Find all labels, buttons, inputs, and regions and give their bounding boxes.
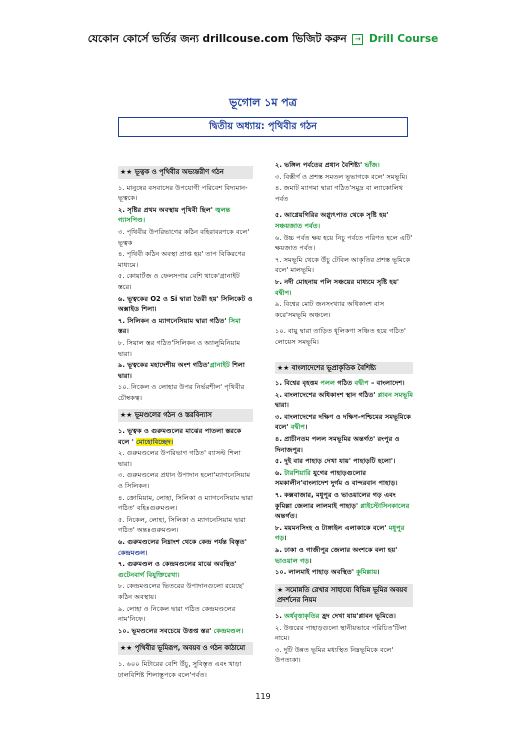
section-heading: ★★ ভূত্বক ও পৃথিবীর অভ্যন্তরীণ গঠন xyxy=(118,166,253,179)
list-item: ৮. নদী মোহনায় পলি সঞ্চয়ের মাধ্যমে সৃষ্টি হয়' বদ্বীপ। xyxy=(275,277,399,297)
list-item: ৫. আগ্নেয়গিরির অগ্ন্যুৎপাত থেকে সৃষ্টি হয়' সঞ্চয়জাত পর্বত। xyxy=(275,211,389,230)
list-item: ৭. সমভূমি থেকে উঁচু টেবিল আকৃতির প্রশস্ত ভূমিকে বলে' মালভূমি। xyxy=(275,255,411,275)
list-item: ৬. উচ্চ পর্বত ক্ষয় হয়ে নিচু পর্বতে পরিণত হলে এটি' ক্ষয়জাত পর্বত। xyxy=(275,233,413,253)
list-item: ৯. ভূত্বকের মহাদেশীয় অংশ গঠিত'গ্রানাইট শিলা দ্বারা। xyxy=(118,361,245,380)
left-column xyxy=(118,160,253,681)
list-item: ৯. বিশ্বের মোট জনসংখ্যার অধিকাংশ বাস করে'সমভূমি অঞ্চলে। xyxy=(275,300,385,319)
list-item: ৭. সিলিকন ও ম্যাগনেসিয়াম দ্বারা গঠিত' সিমা স্তর। xyxy=(118,316,241,336)
list-item: ১০. লালমাই পাহাড় অবস্থিত' কুমিল্লায়। xyxy=(275,568,380,577)
list-item: ৭. কক্সবাজার, মধুপুর ও ভাওয়ালের গড় এবং কুমিল্লা জেলার লালমাই পাহাড়' প্লাইস্টোসিনকালের অন্তর্গত। xyxy=(275,491,410,521)
page-number: 119 xyxy=(255,692,271,701)
list-item: ৪. ক্রোমিয়াম, লোহা, সিলিকা ও ম্যাগনেসিয়াম দ্বারা গঠিত' বহিঃগুরুমণ্ডল। xyxy=(118,493,253,513)
list-item: ৪. পৃথিবী কঠিন অবস্থা প্রাপ্ত হয়' তাপ বিকিরণের মাধ্যমে। xyxy=(118,250,246,269)
list-item: ২. উত্তরের পাহাড়গুলো স্থানীয়ভাবে পরিচিত'টিলা নামে। xyxy=(275,623,407,643)
list-item: ৪. জমাট ম্যাগমা দ্বারা গঠিত'সমুদ্র বা ল্যাকোলিথ পর্বত xyxy=(275,184,404,203)
list-item: ৩. পৃথিবীর উপরিভাগের কঠিন বহিরাবরণকে বলে' ভূত্বক xyxy=(118,227,250,247)
list-item: ৬. গুরুমণ্ডলের নিম্নাংশ থেকে কেন্দ্র পর্যন্ত বিস্তৃত' কেন্দ্রমণ্ডল। xyxy=(118,538,247,557)
list-item: ১. ৬০০ মিটারের বেশি উঁচু, সুবিস্তৃত এবং খাড়া ঢালবিশিষ্ট শিলাস্তূপকে বলে'পর্বত। xyxy=(118,659,242,679)
brand-name[interactable]: Drill Course xyxy=(368,33,439,45)
list-item: ৮. ময়মনসিংহ ও টাঙ্গাইল এলাকাকে বলে' মধুপুর গড়। xyxy=(275,523,405,543)
list-item: ৫. কোয়ার্টজ ও ফেলসপার বেশি থাকে'গ্রানাইট স্তরে। xyxy=(118,272,240,291)
list-item: ৯. ঢাকা ও গাজীপুর জেলার অংশকে বলা হয়' ভাওয়াল গড়। xyxy=(275,546,398,565)
list-item: ৫. দুই বার পাহাড় দেখা যায়' পাহাড়টি হলো'। xyxy=(275,457,396,466)
list-item: ৪. প্রাচীনতম পলল সমভূমির অন্তর্গত' রংপুর ও দিনাজপুর। xyxy=(275,435,400,454)
section-heading: ★★ বাংলাদেশের ভূপ্রাকৃতিক বৈশিষ্ট্য xyxy=(275,362,413,375)
list-item: ১. ভূত্বক ও গুরুমণ্ডলের মাঝের পাতলা স্তরকে বলে ' মোহোবিচ্ছেদ। xyxy=(118,427,242,446)
section-heading: ★★ ভূমণ্ডলের গঠন ও স্তরবিন্যাস xyxy=(118,409,253,422)
promo-banner[interactable] xyxy=(0,32,526,49)
list-item: ৩. বিস্তীর্ণ ও প্রশস্ত সমতল ভূভাগকে বলে' সমভূমি। xyxy=(275,172,408,181)
list-item: ১০. নিকেল ও লোহার উপর নির্ভরশীল' পৃথিবীর চৌম্বকত্ব। xyxy=(118,383,245,402)
list-item: ২. গুরুমণ্ডলের উপরিভাগ গঠিত' ব্যাসল্ট শিলা দ্বারা। xyxy=(118,449,241,468)
list-item: ৩. বাংলাদেশের দক্ষিণ ও দক্ষিণ-পশ্চিমের সমভূমিকে বলে' বদ্বীপ। xyxy=(275,412,411,432)
list-item: ১. বিশ্বের বৃহত্তম পলল গঠিত বদ্বীপ – বাংলাদেশ। xyxy=(275,379,405,388)
list-item: ২. সৃষ্টির প্রথম অবস্থায় পৃথিবী ছিল' জ্বলন্ত গ্যাসপিণ্ড। xyxy=(118,205,231,225)
section-heading: ★★ পৃথিবীর ভূমিরূপ, অবয়ব ও গঠন কাঠামো xyxy=(118,642,253,655)
list-item: ২. বাংলাদেশের অধিকাংশ স্থান গঠিত' প্লাবন সমভূমি দ্বারা। xyxy=(275,390,414,410)
list-item: ১. অর্ধবৃত্তাকৃতির হ্রদ দেখা যায়'প্লাবন ভূমিতে। xyxy=(275,611,396,620)
arrow-icon: → xyxy=(352,34,363,45)
right-column xyxy=(275,160,413,667)
list-item: ৯. লোহা ও নিকেল দ্বারা গঠিত কেন্দ্রমণ্ডলের নাম'নিফে। xyxy=(118,604,236,624)
list-item: ৭. গুরুমণ্ডল ও কেন্দ্রমণ্ডলের মাঝে অবস্থিত' গুটেনবার্গ বিযুক্তিরেখা। xyxy=(118,560,237,579)
list-item: ৩. গুরুমণ্ডলের প্রধান উপাদান হলো'ম্যাগনেসিয়াম ও সিলিকন। xyxy=(118,471,251,491)
list-item: ৬. ভূত্বকের O2 ও Si দ্বারা তৈরী হয়' সিলিকেট ও অক্সাইড শিলা। xyxy=(118,294,253,314)
list-item: ৫. নিকেল, লোহা, সিলিকা ও ম্যাগনেসিয়াম দ্বারা গঠিত' অন্তঃগুরুমণ্ডল। xyxy=(118,515,246,535)
list-item: ১০. ভূমণ্ডলের সবচেয়ে উত্তপ্ত স্তর' কেন্দ্রমণ্ডল। xyxy=(118,626,244,635)
list-item: ১০. বায়ু দ্বারা তাড়িত ধূলিকণা সঞ্চিত হয়ে গঠিত' লোয়েস সমভূমি। xyxy=(275,327,406,346)
banner-text: যেকোন কোর্সে ভর্তির জন্য drillcouse.com ভিজিট করুন xyxy=(87,33,347,45)
list-item: ৬. টারশিয়ারি যুগের পাহাড়গুলোর সমকালীন'বাংলাদেশ দুর্গম ও বান্দরবান পাহাড়। xyxy=(275,468,398,488)
list-item: ৮. কেন্দ্রমণ্ডলের ভিতরের উপাদানগুলো রয়েছে' কঠিন অবস্থায়। xyxy=(118,582,245,601)
page-title: ভূগোল ১ম পত্র xyxy=(229,96,297,109)
chapter-box: দ্বিতীয় অধ্যায়: পৃথিবীর গঠন xyxy=(118,117,408,137)
list-item: ৮. সিয়াল স্তর গঠিত'সিলিকন ও অ্যালুমিনিয়াম দ্বারা। xyxy=(118,338,241,358)
list-item: ৩. দুটি উন্নত ভূমির মধ্যস্থিত নিম্নভূমিকে বলে' উপত্যকা। xyxy=(275,645,394,665)
list-item: ১. মানুষের বসবাসের উপযোগী পরিবেশ বিদ্যমান- ভূত্বকে। xyxy=(118,183,248,203)
list-item: ২. ভঙ্গিল পর্বতের প্রধান বৈশিষ্ট্য' ভাঁজ। xyxy=(275,161,380,169)
section-heading: ★ সমোন্নতি রেখার সাহায্যে বিভিন্ন ভূমির অবয়ব প্রদর্শনের নিয়ম xyxy=(275,584,413,607)
